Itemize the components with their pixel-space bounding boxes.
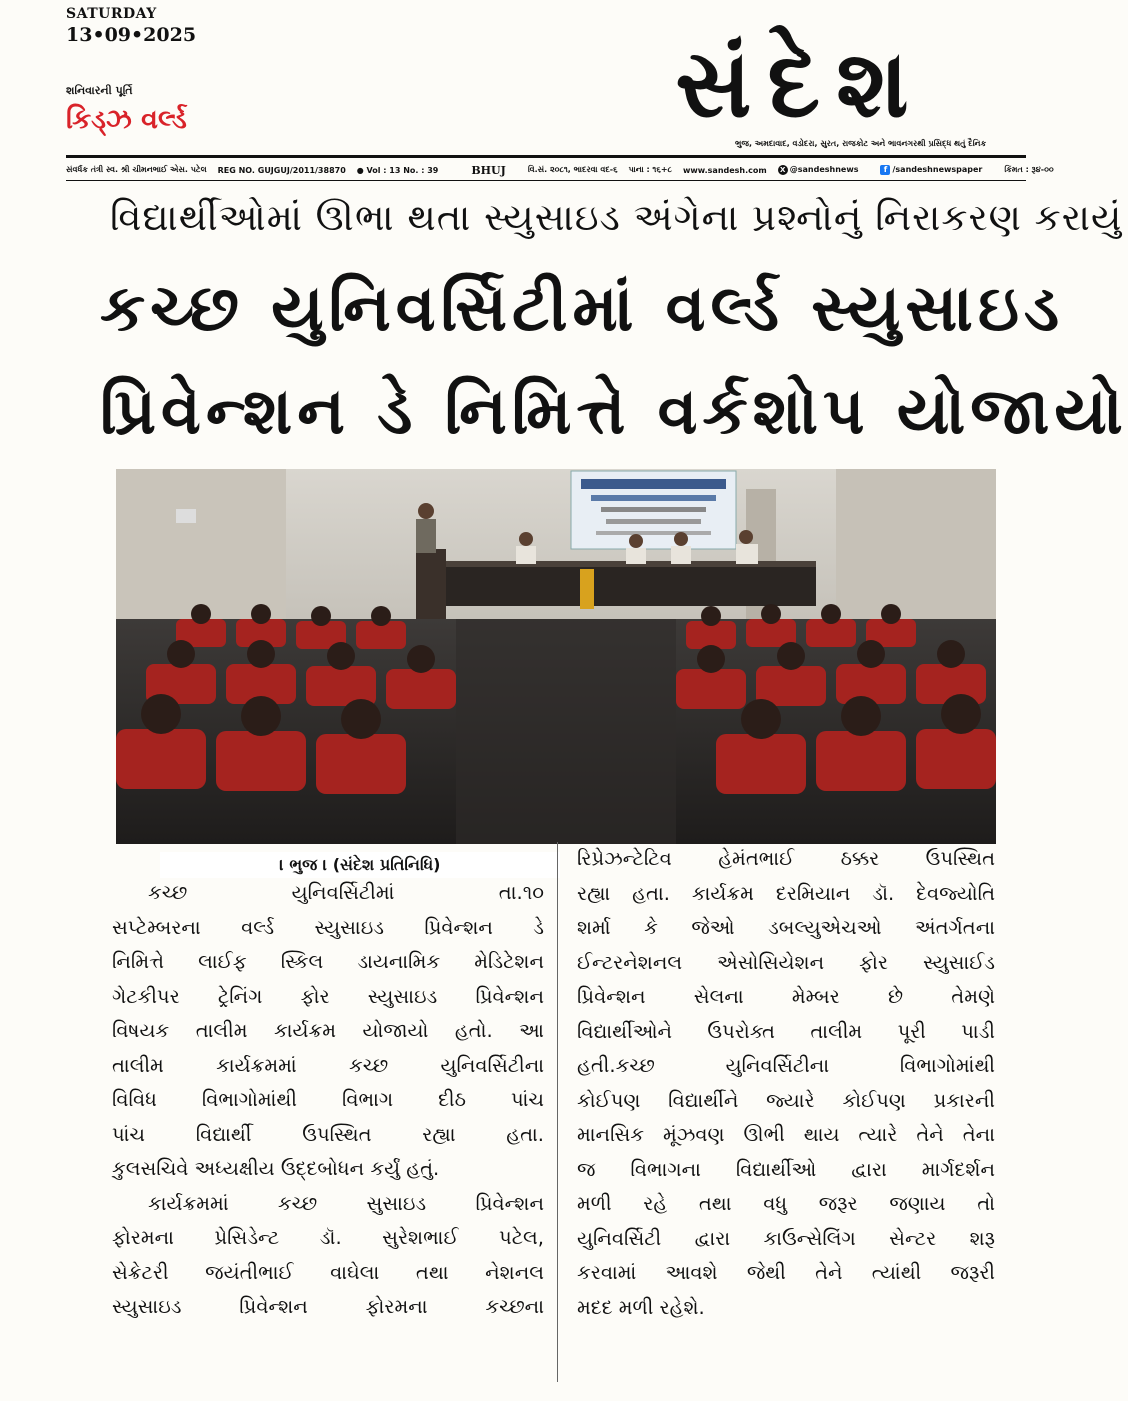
newspaper-masthead: સંદેશ xyxy=(675,30,925,139)
column-2-line: યુનિવર્સિટી દ્વારા કાઉન્સેલિંગ સેન્ટર શરૂ xyxy=(577,1226,995,1250)
issue-day: SATURDAY xyxy=(66,6,157,22)
info-bar xyxy=(66,162,1054,178)
headline-line-2: પ્રિવેન્શન ડે નિમિત્તે વર્કશોપ યોજાયો xyxy=(100,375,1128,449)
column-1-line: નિમિત્તે લાઈફ સ્કિલ ડાયનામિક મેડિટેશન xyxy=(112,950,544,973)
news-photo xyxy=(116,469,996,844)
edition-name: BHUJ xyxy=(471,163,506,177)
facebook-handle: f /sandeshnewspaper xyxy=(880,165,993,175)
column-1-line: કચ્છ યુનિવર્સિટીમાં તા.૧૦ xyxy=(148,881,544,904)
column-2-line: વિદ્યાર્થીઓને ઉપરોક્ત તાલીમ પૂરી પાડી xyxy=(577,1019,995,1043)
column-1-line: ગેટકીપર ટ્રેનિંગ ફોર સ્યુસાઇડ પ્રિવેન્શન xyxy=(112,984,544,1008)
website: www.sandesh.com xyxy=(682,165,767,175)
price: કિંમત : રૂ૪-૦૦ xyxy=(1004,165,1054,174)
column-2-line: માનસિક મૂંઝવણ ઊભી થાય ત્યારે તેને તેના xyxy=(577,1123,995,1146)
column-2-line: શર્મા કે જેઓ ડબલ્યુએચઓ અંતર્ગતના xyxy=(577,916,995,939)
column-2-line: રહ્યા હતા. કાર્યક્રમ દરમિયાન ડૉ. દેવજ્યોતિ xyxy=(577,881,995,905)
founder-credit: સંવર્ધક તંત્રી સ્વ. શ્રી ચીમનભાઈ એસ. પટેલ xyxy=(66,165,207,174)
column-1-line: પાંચ વિદ્યાર્થી ઉપસ્થિત રહ્યા હતા. xyxy=(112,1122,544,1146)
supplement-label: શનિવારની પૂર્તિ xyxy=(66,84,133,97)
column-2-line: મદદ મળી રહેશે. xyxy=(577,1295,705,1319)
masthead-cities: ભુજ, અમદાવાદ, વડોદરા, સુરત, રાજકોટ અને ભાવનગરથી પ્રસિદ્ધ થતું દૈનિક xyxy=(735,139,987,148)
page-count: પાના : ૧૬+૮ xyxy=(628,165,672,174)
column-1-line: વિવિધ વિભાગોમાંથી વિભાગ દીઠ પાંચ xyxy=(112,1088,544,1111)
column-1-line: સ્યુસાઇડ પ્રિવેન્શન ફોરમના કચ્છના xyxy=(112,1295,544,1318)
seminar-hall-photo xyxy=(116,469,996,844)
column-1-line: ફોરમના પ્રેસિડેન્ટ ડૉ. સુરેશભાઈ પટેલ, xyxy=(112,1226,544,1249)
article-dateline: । ભુજ । (સંદેશ પ્રતિનિધિ) xyxy=(160,852,560,878)
column-2-line: કરવામાં આવશે જેથી તેને ત્યાંથી જરૂરી xyxy=(577,1261,995,1284)
issue-date: 13•09•2025 xyxy=(66,24,197,46)
x-icon: X xyxy=(778,165,788,175)
column-1-line: તાલીમ કાર્યક્રમમાં કચ્છ યુનિવર્સિટીના xyxy=(112,1053,544,1077)
column-1-line: સપ્ટેમ્બરના વર્લ્ડ સ્યુસાઇડ પ્રિવેન્શન ડે xyxy=(112,915,544,939)
column-2-line: મળી રહે તથા વધુ જરૂર જણાય તો xyxy=(577,1192,995,1215)
column-2-line: ઈન્ટરનેશનલ એસોસિયેશન ફોર સ્યુસાઈડ xyxy=(577,950,995,974)
header-rule xyxy=(66,155,1026,158)
twitter-handle: X @sandeshnews xyxy=(778,165,870,175)
column-1-line: કુલસચિવે અધ્યક્ષીય ઉદ્દબોધન કર્યું હતું. xyxy=(112,1157,440,1180)
column-1-line: સેક્રેટરી જયંતીભાઈ વાઘેલા તથા નેશનલ xyxy=(112,1260,544,1284)
vikram-samvat-date: વિ.સં. ૨૦૮૧, ભાદરવા વદ-૬ xyxy=(527,165,618,174)
header-rule-thin xyxy=(66,180,1026,181)
column-1-line: કાર્યક્રમમાં કચ્છ સુસાઇડ પ્રિવેન્શન xyxy=(148,1191,544,1215)
article-kicker: વિદ્યાર્થીઓમાં ઊભા થતા સ્યુસાઇડ અંગેના પ્રશ્નોનું નિરાકરણ કરાયું xyxy=(110,196,1123,239)
volume-number: ● Vol : 13 No. : 39 xyxy=(356,165,439,175)
column-divider xyxy=(557,842,558,1382)
column-1-line: વિષયક તાલીમ કાર્યક્રમ યોજાયો હતો. આ xyxy=(112,1019,544,1042)
headline-line-1: કચ્છ યુનિવર્સિટીમાં વર્લ્ડ સ્યુસાઇડ xyxy=(100,272,1065,346)
facebook-icon: f xyxy=(880,165,890,175)
column-2-line: પ્રિવેન્શન સેલના મેમ્બર છે તેમણે xyxy=(577,985,995,1008)
column-2-line: રિપ્રેઝન્ટેટિવ હેમંતભાઈ ઠક્કર ઉપસ્થિત xyxy=(577,847,995,870)
article-column-2 xyxy=(577,842,995,1325)
column-2-line: જ વિભાગના વિદ્યાર્થીઓ દ્વારા માર્ગદર્શન xyxy=(577,1157,995,1181)
registration-number: REG NO. GUJGUJ/2011/38870 xyxy=(217,165,346,175)
column-2-line: કોઈપણ વિદ્યાર્થીને જ્યારે કોઈપણ પ્રકારની xyxy=(577,1088,995,1112)
article-column-1 xyxy=(112,876,544,1325)
column-2-line: હતી.કચ્છ યુનિવર્સિટીના વિભાગોમાંથી xyxy=(577,1054,995,1077)
date-block xyxy=(66,6,196,46)
supplement-name: કિડ્ઝ વર્લ્ડ xyxy=(66,104,187,135)
